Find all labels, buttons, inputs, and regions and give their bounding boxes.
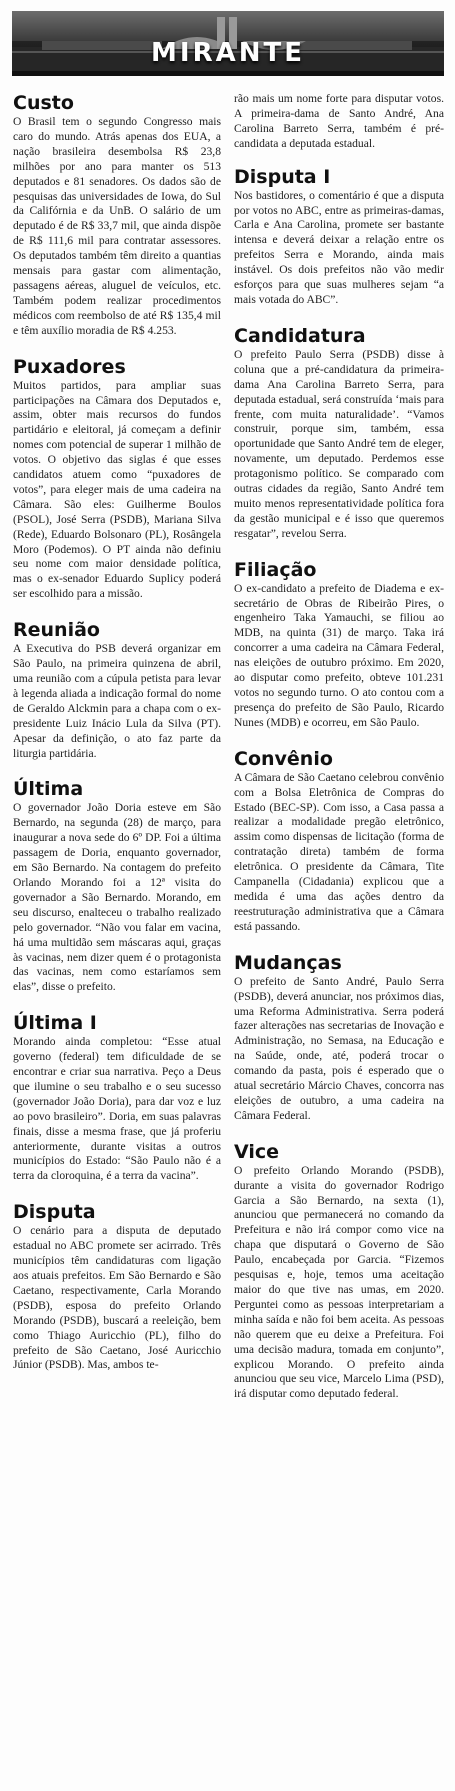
article-ultima-i — [13, 1012, 221, 1184]
article-reuniao — [13, 619, 221, 761]
article-body: O prefeito Orlando Morando (PSDB), durante a visita do governador Rodrigo Garcia a São Bernardo, na sexta (1), anunciou que permanecerá no comando da Prefeitura e não irá compor como vice na chapa que disputará o Governo de São Paulo, encabeçada por Garcia. “Fizemos pesquisas e, hoje, temos uma aceitação maior do que tive nas umas, em 2020. Perguntei como as pessoas interpretariam a minha saída e não foi bem aceita. As pessoas não querem que eu deixe a Prefeitura. Foi uma decisão madura, tomada em conjunto”, explicou Morando. O prefeito ainda anunciou que seu vice, Marcelo Lima (PSD), irá disputar como deputado federal. — [234, 1163, 444, 1401]
article-body: Morando ainda completou: “Esse atual governo (federal) tem dificuldade de se encontrar e criar sua narrativa. Peço a Deus que ilumine o seu trabalho e o seu sucesso (governador João Doria), para dar voz e luz ao povo brasileiro”. Doria, em suas palavras finais, disse a mesma frase, que já proferiu anteriormente, durante visitas a outros municípios do Estado: “São Paulo não é a terra da cloroquina, é a terra da vacina”. — [13, 1035, 221, 1183]
article-disputa — [13, 1201, 221, 1373]
article-custo — [13, 92, 221, 339]
right-column — [234, 92, 444, 1419]
article-puxadores — [13, 356, 221, 603]
article-body: Muitos partidos, para ampliar suas participações na Câmara dos Deputados e, assim, obter mais recursos do fundos partidário e eleitoral, já começam a definir nomes com potencial de superar 1 milhão de votos. O objetivo das siglas é que esses candidatos atuem como “puxadores de votos”, para eleger mais de uma cadeira na Câmara. São eles: Guilherme Boulos (PSOL), José Serra (PSDB), Mariana Silva (Rede), Eduardo Bolsonaro (PL), Rosângela Moro (Podemos). O PT ainda não definiu seu nome com maior densidade política, mas o ex-senador Eduardo Suplicy poderá ser escolhido para a missão. — [13, 378, 221, 601]
article-title: Disputa — [13, 1201, 96, 1224]
article-title: Vice — [234, 1140, 280, 1163]
article-continuation: rão mais um nome forte para disputar votos. A primeira-dama de Santo André, Ana Carolina Barreto Serra, também é pré-candidata a deputada estadual. — [234, 92, 444, 150]
article-convenio — [234, 748, 444, 935]
article-title: Última — [13, 778, 84, 801]
article-title: Mudanças — [234, 951, 342, 974]
article-body: Nos bastidores, o comentário é que a disputa por votos no ABC, entre as primeiras-damas, Carla e Ana Carolina, promete ser bastante intensa e deverá deixar a relação entre os prefeitos Serra e Morando, ainda mais instável. Os dois prefeitos não vão medir esforços para que suas mulheres sejam “a mais votada do ABC”. — [234, 188, 444, 306]
masthead-rule — [12, 71, 444, 76]
article-filiacao — [234, 559, 444, 731]
article-body: O Brasil tem o segundo Congresso mais caro do mundo. Atrás apenas dos EUA, a nação brasileira desembolsa R$ 23,8 milhões por ano para manter os 513 deputados e 81 senadores. Os dados são de pesquisas das universidades de Iowa, do Sul da Califórnia e da UnB. O salário de um deputado é de R$ 33,7 mil, que ainda dispõe de R$ 111,6 mil para contratar assessores. Os deputados também têm direito a quantias mensais para gastar com alimentação, passagens aéreas, aluguel de veículos, etc. Também podem realizar procedimentos médicos com reembolso de até R$ 135,4 mil e têm auxílio moradia de R$ 4.253. — [13, 115, 221, 337]
article-title: Custo — [13, 92, 74, 114]
article-ultima — [13, 778, 221, 995]
masthead-title: MIRANTE — [151, 38, 305, 68]
article-title: Reunião — [13, 619, 100, 642]
article-vice — [234, 1141, 444, 1403]
article-body: O prefeito Paulo Serra (PSDB) disse à coluna que a pré-candidatura da primeira-dama Ana Carolina Barreto Serra, para deputada estadual, será construída ‘mais para frente, com muita naturalidade’. “Vamos construir, porque sim, também, essa oportunidade que Santo André tem de eleger, novamente, um deputado. Perdemos esse protagonismo político. Se comparado com outras cidades da região, Santo André tem muito menos representatividade política fora da gestão municipal e é isso que queremos resgatar”, revelou Serra. — [234, 347, 444, 540]
article-body: O ex-candidato a prefeito de Diadema e ex-secretário de Obras de Ribeirão Pires, o engenheiro Taka Yamauchi, se filiou ao MDB, na quinta (31) de março. Taka irá concorrer a uma cadeira na Câmara Federal, nas eleições de outubro próximo. Em 2020, ao disputar como prefeito, obteve 101.231 votos no segundo turno. O ato contou com a presença do prefeito de São Paulo, Ricardo Nunes (MDB) e ocorreu, em São Paulo. — [234, 581, 444, 729]
left-column — [13, 92, 221, 1390]
article-title: Filiação — [234, 558, 317, 581]
article-disputa-i — [234, 166, 444, 308]
article-body: A Câmara de São Caetano celebrou convênio com a Bolsa Eletrônica de Compras do Estado (BEC-SP). Com isso, a Casa passa a realizar a modalidade pregão eletrônico, assim como dispensas de licitação (forma de contratação direta) também de forma eletrônica. O presidente da Câmara, Tite Campanella (Cidadania) explicou que a medida é uma das ações dentro da reestruturação administrativa que a Câmara está passando. — [234, 770, 444, 933]
article-title: Candidatura — [234, 324, 366, 347]
masthead-banner — [12, 11, 444, 76]
article-candidatura — [234, 325, 444, 542]
article-title: Última I — [13, 1012, 97, 1035]
article-mudancas — [234, 952, 444, 1124]
article-title: Disputa I — [234, 165, 331, 188]
article-body: O prefeito de Santo André, Paulo Serra (PSDB), deverá anunciar, nos próximos dias, uma Reforma Administrativa. Serra poderá fazer alterações nas secretarias de Inovação e Administração, no Semasa, na Educação e na Saúde, onde, até, poderá trocar o comando da pasta, pois é esperado que o atual secretário Márcio Chaves, concorra nas eleições de outubro, a uma cadeira na Câmara Federal. — [234, 974, 444, 1122]
article-body: O governador João Doria esteve em São Bernardo, na segunda (28) de março, para inaugurar a nova sede do 6º DP. Foi a última passagem de Doria, enquanto governador, em São Bernardo. Na contagem do prefeito Orlando Morando foi a 12ª visita do governador a São Bernardo. Morando, em seu discurso, enalteceu o trabalho realizado pelo governador. “Não vou falar em vacina, há uma multidão sem máscaras aqui, graças às vacinas, nem dizer quem é o protagonista das vacinas, nem como estaríamos sem elas”, disse o prefeito. — [13, 801, 221, 994]
article-body: O cenário para a disputa de deputado estadual no ABC promete ser acirrado. Três municípios têm candidaturas com ligação aos atuais prefeitos. Em São Bernardo e São Caetano, respectivamente, Carla Morando (PSDB), esposa do prefeito Orlando Morando (PSDB), buscará a reeleição, bem como Thiago Auricchio (PL), filho do prefeito de São Caetano, José Auricchio Júnior (PSDB). Mas, ambos te- — [13, 1224, 221, 1372]
article-title: Convênio — [234, 747, 333, 770]
article-body: A Executiva do PSB deverá organizar em São Paulo, na primeira quinzena de abril, uma reunião com a cúpula petista para levar à legenda aliada a indicação formal do nome de Geraldo Alckmin para a chapa com o ex-presidente Luiz Inácio Lula da Silva (PT). Apesar da definição, o ato faz parte da liturgia partidária. — [13, 642, 221, 760]
article-title: Puxadores — [13, 355, 126, 378]
